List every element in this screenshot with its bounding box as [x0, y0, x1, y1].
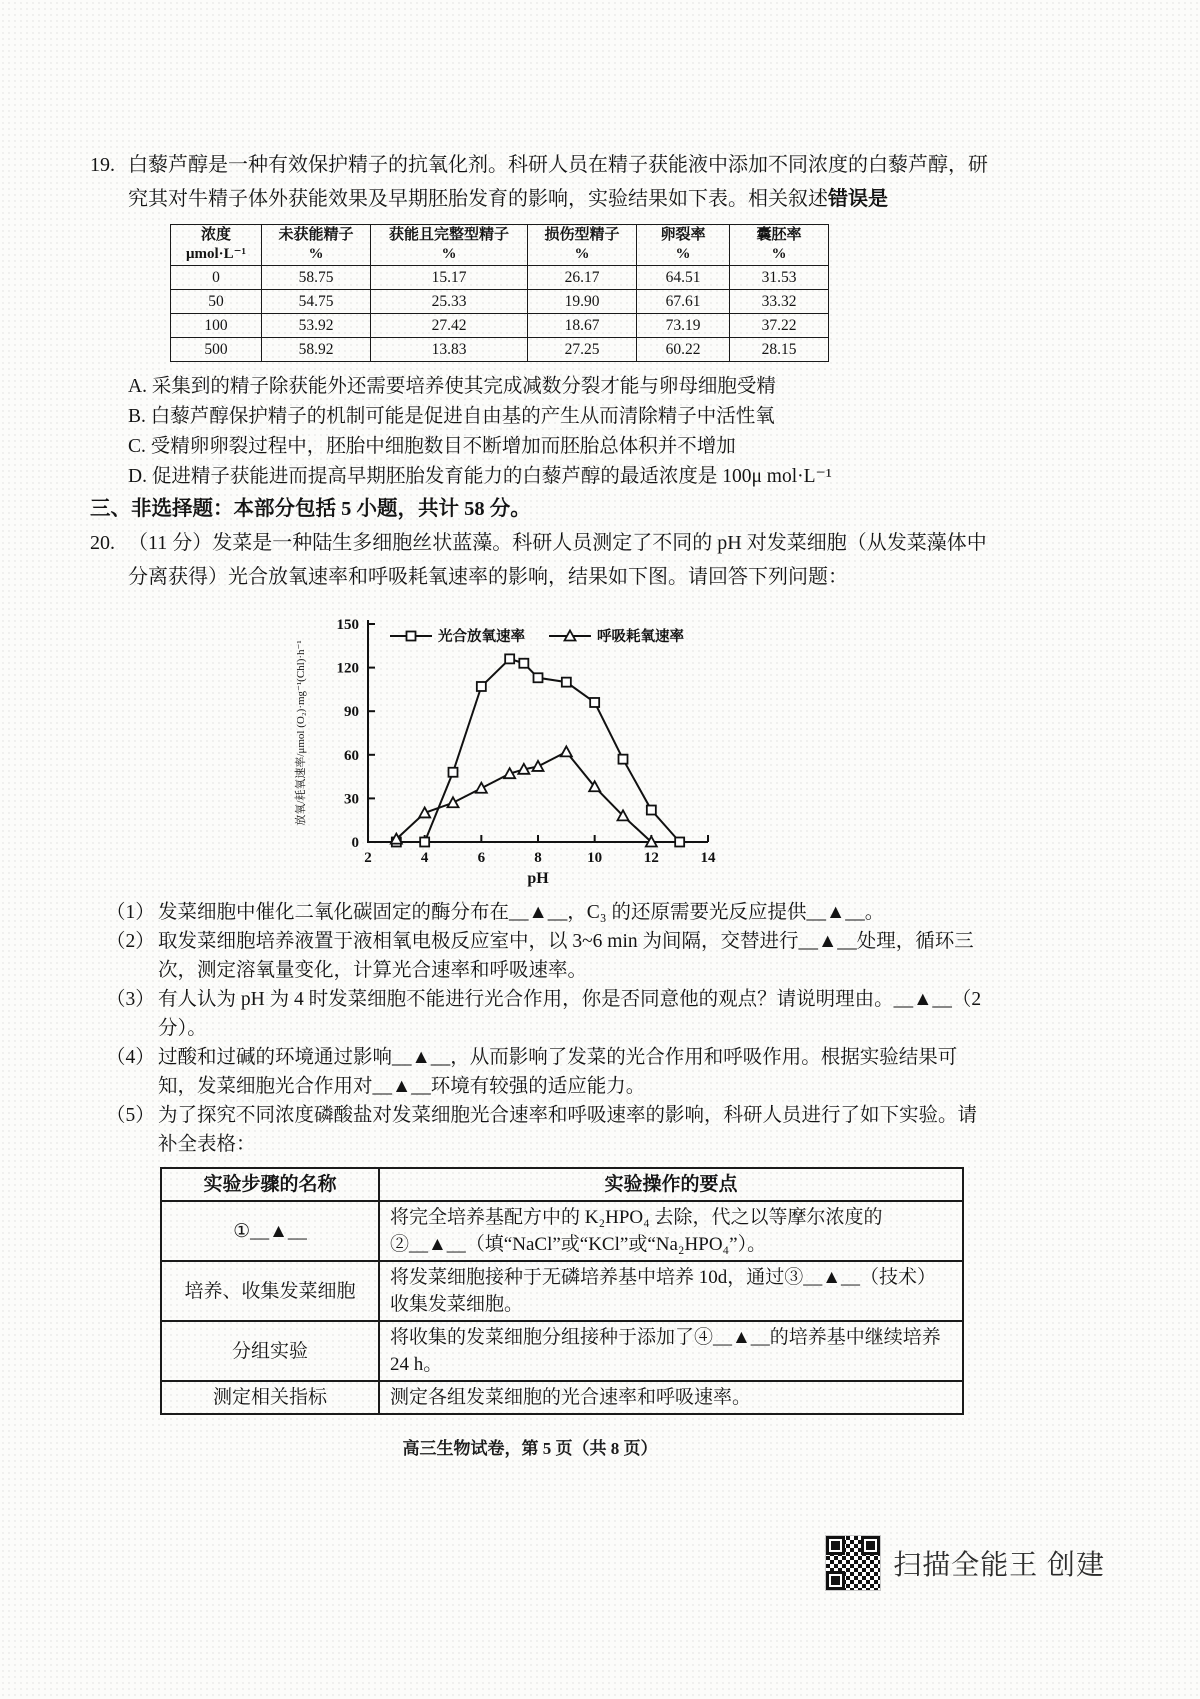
column-header	[262, 225, 371, 266]
scanner-watermark-text: 扫描全能王 创建	[893, 1549, 1105, 1580]
experiment-column-header: 实验步骤的名称	[161, 1168, 379, 1201]
subquestion-5	[106, 1101, 990, 1159]
x-tick-label: 2	[364, 850, 372, 866]
subquestion-text: 过酸和过碱的环境通过影响__▲__，从而影响了发菜的光合作用和呼吸作用。根据实验结果可知，发菜细胞光合作用对__▲__环境有较强的适应能力。	[158, 1047, 958, 1097]
experiment-step: 测定相关指标	[161, 1381, 379, 1414]
qr-code-icon	[826, 1536, 880, 1590]
column-unit: %	[574, 246, 590, 262]
legend-entry-respiration	[549, 627, 684, 645]
exam-page	[90, 148, 990, 1415]
column-header	[528, 225, 637, 266]
y-tick-label: 0	[351, 835, 359, 851]
column-label: 获能且完整型精子	[388, 227, 509, 243]
x-tick-label: 12	[643, 850, 659, 866]
experiment-row	[161, 1261, 963, 1321]
table-cell: 27.42	[371, 314, 528, 338]
column-label: 损伤型精子	[544, 227, 620, 243]
series-respiration	[391, 746, 657, 846]
question-19-stem-emphasis: 错误是	[828, 188, 888, 210]
experiment-step: 分组实验	[161, 1321, 379, 1381]
question-19-options	[128, 372, 990, 492]
column-label: 囊胚率	[756, 227, 802, 243]
qr-finder-icon	[826, 1536, 845, 1555]
y-tick-label: 60	[344, 747, 359, 764]
x-tick-label: 6	[477, 850, 486, 866]
subquestion-2	[106, 927, 990, 985]
question-20	[90, 526, 990, 1415]
x-axis-label: pH	[527, 870, 549, 887]
experiment-detail: 将发菜细胞接种于无磷培养基中培养 10d，通过③__▲__（技术）收集发菜细胞。	[379, 1261, 963, 1321]
resveratrol-table-header	[171, 225, 829, 266]
subquestion-number: （5）	[106, 1105, 155, 1126]
table-cell: 0	[171, 266, 262, 290]
column-label: 卵裂率	[660, 227, 706, 243]
column-header	[730, 225, 829, 266]
x-tick-label: 14	[700, 850, 716, 866]
legend-label: 光合放氧速率	[438, 629, 525, 645]
subquestion-1	[106, 898, 990, 927]
x-tick-label: 10	[587, 850, 603, 866]
subquestion-text: 有人认为 pH 为 4 时发菜细胞不能进行光合作用，你是否同意他的观点？请说明理由。__▲__（2分）。	[158, 989, 982, 1039]
y-tick-label: 120	[336, 660, 359, 677]
subquestion-text: 为了探究不同浓度磷酸盐对发菜细胞光合速率和呼吸速率的影响，科研人员进行了如下实验。请补全表格：	[158, 1105, 978, 1155]
subquestion-text: 取发菜细胞培养液置于液相氧电极反应室中，以 3~6 min 为间隔，交替进行__▲__处理，循环三次，测定溶氧量变化，计算光合速率和呼吸速率。	[158, 931, 974, 981]
table-cell: 25.33	[371, 290, 528, 314]
subquestion-3	[106, 985, 990, 1043]
line-chart-svg	[288, 598, 724, 888]
subquestion-text: 发菜细胞中催化二氧化碳固定的酶分布在__▲__，C₃ 的还原需要光反应提供__▲__。	[158, 902, 885, 923]
experiment-table-header	[161, 1168, 963, 1201]
column-unit: %	[675, 246, 691, 262]
table-row	[171, 266, 829, 290]
resveratrol-results-table	[170, 224, 829, 362]
column-unit: %	[308, 246, 324, 262]
table-cell: 53.92	[262, 314, 371, 338]
column-unit: %	[441, 246, 457, 262]
table-cell: 60.22	[637, 338, 730, 362]
table-cell: 58.92	[262, 338, 371, 362]
experiment-detail: 将完全培养基配方中的 K₂HPO₄ 去除，代之以等摩尔浓度的②__▲__（填“NaCl”或“KCl”或“Na₂HPO₄”）。	[379, 1201, 963, 1261]
experiment-detail: 测定各组发菜细胞的光合速率和呼吸速率。	[379, 1381, 963, 1414]
table-row	[171, 290, 829, 314]
table-cell: 13.83	[371, 338, 528, 362]
option-b: B. 白藜芦醇保护精子的机制可能是促进自由基的产生从而清除精子中活性氧	[128, 406, 775, 427]
x-tick-label: 8	[534, 850, 542, 866]
table-cell: 18.67	[528, 314, 637, 338]
question-19-stem-row	[90, 148, 990, 216]
table-cell: 31.53	[730, 266, 829, 290]
table-cell: 100	[171, 314, 262, 338]
table-cell: 67.61	[637, 290, 730, 314]
x-tick-label: 4	[420, 850, 429, 866]
question-20-stem: （11 分）发菜是一种陆生多细胞丝状蓝藻。科研人员测定了不同的 pH 对发菜细胞（从发菜藻体中分离获得）光合放氧速率和呼吸耗氧速率的影响，结果如下图。请回答下列问题：	[128, 532, 987, 588]
experiment-row	[161, 1381, 963, 1414]
experiment-detail: 将收集的发菜细胞分组接种于添加了④__▲__的培养基中继续培养 24 h。	[379, 1321, 963, 1381]
question-19	[90, 148, 990, 492]
option-d: D. 促进精子获能进而提高早期胚胎发育能力的白藜芦醇的最适浓度是 100μ mol·L⁻¹	[128, 466, 832, 487]
table-cell: 37.22	[730, 314, 829, 338]
column-header	[371, 225, 528, 266]
table-cell: 28.15	[730, 338, 829, 362]
experiment-column-header: 实验操作的要点	[379, 1168, 963, 1201]
column-header	[171, 225, 262, 266]
y-tick-label: 90	[344, 704, 359, 721]
experiment-row	[161, 1201, 963, 1261]
column-unit: μmol·L⁻¹	[185, 246, 247, 262]
legend-entry-photosynthesis	[390, 627, 525, 645]
column-unit: %	[771, 246, 787, 262]
y-tick-label: 150	[336, 617, 359, 633]
section-3-heading: 三、非选择题：本部分包括 5 小题，共计 58 分。	[90, 498, 531, 520]
table-cell: 19.90	[528, 290, 637, 314]
question-19-stem-text: 白藜芦醇是一种有效保护精子的抗氧化剂。科研人员在精子获能液中添加不同浓度的白藜芦醇，研究其对牛精子体外获能效果及早期胚胎发育的影响，实验结果如下表。相关叙述	[128, 154, 988, 210]
subquestion-number: （3）	[106, 989, 155, 1010]
subquestion-number: （1）	[106, 902, 155, 923]
option-c: C. 受精卵卵裂过程中，胚胎中细胞数目不断增加而胚胎总体积并不增加	[128, 436, 736, 457]
experiment-row	[161, 1321, 963, 1381]
table-cell: 54.75	[262, 290, 371, 314]
table-row	[171, 314, 829, 338]
ph-response-chart	[288, 598, 728, 894]
table-cell: 15.17	[371, 266, 528, 290]
scanner-watermark	[826, 1536, 1105, 1590]
table-header-row	[171, 225, 829, 266]
question-20-subquestions	[90, 898, 990, 1159]
question-19-number: 19.	[90, 154, 115, 176]
subquestion-number: （2）	[106, 931, 155, 952]
question-19-stem	[128, 148, 990, 216]
experiment-steps-table	[160, 1167, 964, 1415]
column-label: 浓度	[200, 227, 231, 243]
series-photosynthesis	[392, 654, 684, 846]
table-cell: 27.25	[528, 338, 637, 362]
experiment-table-body	[161, 1201, 963, 1414]
table-cell: 26.17	[528, 266, 637, 290]
question-20-number: 20.	[90, 532, 115, 554]
experiment-step: 培养、收集发菜细胞	[161, 1261, 379, 1321]
table-cell: 50	[171, 290, 262, 314]
table-cell: 500	[171, 338, 262, 362]
question-20-stem-row	[90, 526, 990, 594]
table-cell: 33.32	[730, 290, 829, 314]
qr-finder-icon	[861, 1536, 880, 1555]
subquestion-number: （4）	[106, 1047, 155, 1068]
table-cell: 58.75	[262, 266, 371, 290]
legend-label: 呼吸耗氧速率	[597, 629, 684, 645]
subquestion-4	[106, 1043, 990, 1101]
experiment-header-row	[161, 1168, 963, 1201]
table-cell: 64.51	[637, 266, 730, 290]
experiment-step: ①__▲__	[161, 1201, 379, 1261]
option-a: A. 采集到的精子除获能外还需要培养使其完成减数分裂才能与卵母细胞受精	[128, 376, 776, 397]
column-label: 未获能精子	[278, 227, 354, 243]
y-tick-label: 30	[344, 791, 359, 808]
page-footer: 高三生物试卷，第 5 页（共 8 页）	[402, 1439, 658, 1458]
resveratrol-table-body	[171, 266, 829, 362]
y-axis-label: 放氧/耗氧速率/μmol (O₂)·mg⁻¹(Chl)·h⁻¹	[295, 640, 307, 826]
column-header	[637, 225, 730, 266]
table-row	[171, 338, 829, 362]
table-cell: 73.19	[637, 314, 730, 338]
qr-finder-icon	[826, 1571, 845, 1590]
